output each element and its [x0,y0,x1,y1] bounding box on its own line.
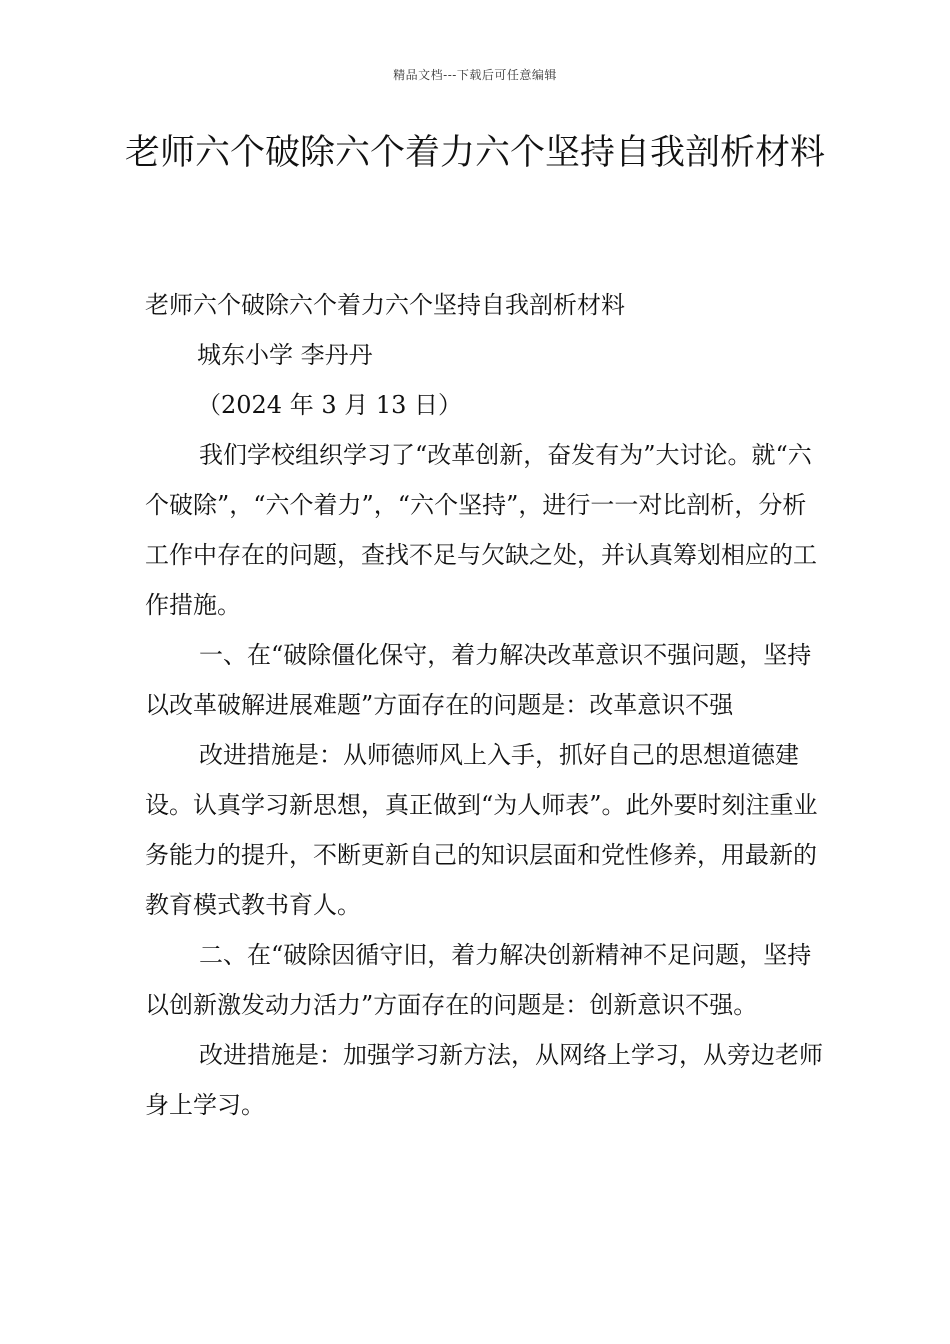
date-line: （2024 年 3 月 13 日） [197,391,463,419]
document-subtitle: 老师六个破除六个着力六个坚持自我剖析材料 [145,291,625,319]
author-line: 城东小学 李丹丹 [197,341,373,369]
paragraph-intro: 我们学校组织学习了“改革创新，奋发有为”大讨论。就“六个破除”，“六个着力”，“六个坚持”，进行一一对比剖析，分析工作中存在的问题，查找不足与欠缺之处，并认真筹划相应的工作措施。 [145,441,817,619]
paragraph-measures-one: 改进措施是：从师德师风上入手，抓好自己的思想道德建设。认真学习新思想，真正做到“为人师表”。此外要时刻注重业务能力的提升，不断更新自己的知识层面和党性修养，用最新的教育模式教书育人。 [145,741,818,919]
paragraph-measures-two: 改进措施是：加强学习新方法，从网络上学习，从旁边老师身上学习。 [145,1041,823,1119]
document-title: 老师六个破除六个着力六个坚持自我剖析材料 [124,133,825,173]
document-body [145,280,825,1130]
paragraph-section-two: 二、在“破除因循守旧，着力解决创新精神不足问题，坚持以创新激发动力活力”方面存在的问题是：创新意识不强。 [145,941,812,1019]
header-note: 精品文档---下载后可任意编辑 [393,68,557,82]
paragraph-section-one: 一、在“破除僵化保守，着力解决改革意识不强问题，坚持以改革破解进展难题”方面存在的问题是：改革意识不强 [145,641,812,719]
